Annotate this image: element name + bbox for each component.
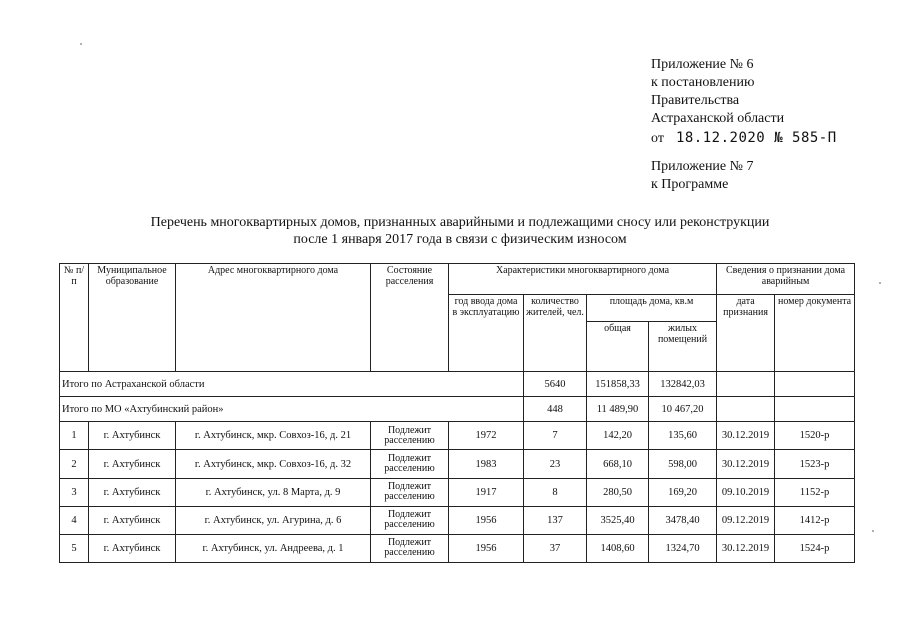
scan-speck xyxy=(872,530,874,532)
row-rec-doc: 1523-р xyxy=(775,450,855,478)
total-mo-row xyxy=(60,397,855,422)
houses-table xyxy=(59,263,855,563)
row-state: Подлежит расселению xyxy=(371,478,449,506)
row-address: г. Ахтубинск, мкр. Совхоз-16, д. 21 xyxy=(176,422,371,450)
header-area-living: жилых помещений xyxy=(649,322,717,372)
header-num: № п/п xyxy=(60,264,89,372)
table-row xyxy=(60,506,855,534)
row-num: 2 xyxy=(60,450,89,478)
appendix-header xyxy=(651,56,837,148)
scan-speck xyxy=(80,43,82,45)
title-line: Перечень многоквартирных домов, признанных аварийными и подлежащими сносу или реконструкции xyxy=(150,215,770,230)
row-state: Подлежит расселению xyxy=(371,422,449,450)
row-year: 1972 xyxy=(449,422,524,450)
row-area-total: 668,10 xyxy=(587,450,649,478)
total-region-area-total: 151858,33 xyxy=(587,372,649,397)
total-mo-residents: 448 xyxy=(524,397,587,422)
table-row xyxy=(60,534,855,562)
header-address: Адрес многоквартирного дома xyxy=(176,264,371,372)
row-residents: 7 xyxy=(524,422,587,450)
row-rec-date: 30.12.2019 xyxy=(717,534,775,562)
row-num: 4 xyxy=(60,506,89,534)
row-year: 1956 xyxy=(449,534,524,562)
row-area-total: 3525,40 xyxy=(587,506,649,534)
table-row xyxy=(60,422,855,450)
header-rec-date: дата признания xyxy=(717,295,775,372)
total-region-empty xyxy=(775,372,855,397)
title-line: после 1 января 2017 года в связи с физическим износом xyxy=(293,232,627,247)
row-area-total: 142,20 xyxy=(587,422,649,450)
total-region-row xyxy=(60,372,855,397)
row-residents: 23 xyxy=(524,450,587,478)
scan-speck xyxy=(879,282,881,284)
row-rec-doc: 1520-р xyxy=(775,422,855,450)
row-rec-date: 30.12.2019 xyxy=(717,450,775,478)
row-municipality: г. Ахтубинск xyxy=(89,506,176,534)
header-year: год ввода дома в эксплуатацию xyxy=(449,295,524,372)
row-area-total: 1408,60 xyxy=(587,534,649,562)
document-title xyxy=(90,214,830,248)
total-region-residents: 5640 xyxy=(524,372,587,397)
row-state: Подлежит расселению xyxy=(371,506,449,534)
row-state: Подлежит расселению xyxy=(371,450,449,478)
row-address: г. Ахтубинск, ул. 8 Марта, д. 9 xyxy=(176,478,371,506)
appendix-line: Астраханской области xyxy=(651,111,785,126)
row-num: 5 xyxy=(60,534,89,562)
row-area-total: 280,50 xyxy=(587,478,649,506)
row-area-living: 169,20 xyxy=(649,478,717,506)
row-address: г. Ахтубинск, ул. Агурина, д. 6 xyxy=(176,506,371,534)
row-area-living: 598,00 xyxy=(649,450,717,478)
date-prefix: от xyxy=(651,131,664,146)
row-rec-doc: 1152-р xyxy=(775,478,855,506)
row-year: 1983 xyxy=(449,450,524,478)
table-row xyxy=(60,478,855,506)
header-state: Состояние расселения xyxy=(371,264,449,372)
appendix-line: Правительства xyxy=(651,93,740,108)
header-residents: количество жителей, чел. xyxy=(524,295,587,372)
row-rec-date: 09.12.2019 xyxy=(717,506,775,534)
total-mo-empty xyxy=(717,397,775,422)
appendix-line: к Программе xyxy=(651,177,729,192)
appendix-line: Приложение № 7 xyxy=(651,159,754,174)
total-region-label: Итого по Астраханской области xyxy=(60,372,524,397)
total-mo-area-total: 11 489,90 xyxy=(587,397,649,422)
row-address: г. Ахтубинск, мкр. Совхоз-16, д. 32 xyxy=(176,450,371,478)
header-recognition: Сведения о признании дома аварийным xyxy=(717,264,855,295)
total-mo-label: Итого по МО «Ахтубинский район» xyxy=(60,397,524,422)
appendix-date-line xyxy=(651,129,837,148)
header-rec-doc: номер документа xyxy=(775,295,855,372)
row-address: г. Ахтубинск, ул. Андреева, д. 1 xyxy=(176,534,371,562)
row-municipality: г. Ахтубинск xyxy=(89,422,176,450)
row-residents: 8 xyxy=(524,478,587,506)
header-area: площадь дома, кв.м xyxy=(587,295,717,322)
date-value: 18.12.2020 № 585-П xyxy=(675,130,837,146)
total-mo-empty xyxy=(775,397,855,422)
table-row xyxy=(60,450,855,478)
row-rec-date: 09.10.2019 xyxy=(717,478,775,506)
header-characteristics: Характеристики многоквартирного дома xyxy=(449,264,717,295)
row-num: 3 xyxy=(60,478,89,506)
appendix-line: Приложение № 6 xyxy=(651,57,754,72)
row-rec-doc: 1412-р xyxy=(775,506,855,534)
header-municipality: Муниципальное образование xyxy=(89,264,176,372)
row-area-living: 3478,40 xyxy=(649,506,717,534)
row-municipality: г. Ахтубинск xyxy=(89,450,176,478)
row-residents: 137 xyxy=(524,506,587,534)
row-year: 1917 xyxy=(449,478,524,506)
header-area-total: общая xyxy=(587,322,649,372)
row-residents: 37 xyxy=(524,534,587,562)
appendix-program-header xyxy=(651,158,754,194)
row-rec-doc: 1524-р xyxy=(775,534,855,562)
row-municipality: г. Ахтубинск xyxy=(89,534,176,562)
row-area-living: 135,60 xyxy=(649,422,717,450)
row-area-living: 1324,70 xyxy=(649,534,717,562)
row-state: Подлежит расселению xyxy=(371,534,449,562)
row-year: 1956 xyxy=(449,506,524,534)
appendix-line: к постановлению xyxy=(651,75,755,90)
total-mo-area-living: 10 467,20 xyxy=(649,397,717,422)
total-region-area-living: 132842,03 xyxy=(649,372,717,397)
row-num: 1 xyxy=(60,422,89,450)
row-municipality: г. Ахтубинск xyxy=(89,478,176,506)
total-region-empty xyxy=(717,372,775,397)
row-rec-date: 30.12.2019 xyxy=(717,422,775,450)
